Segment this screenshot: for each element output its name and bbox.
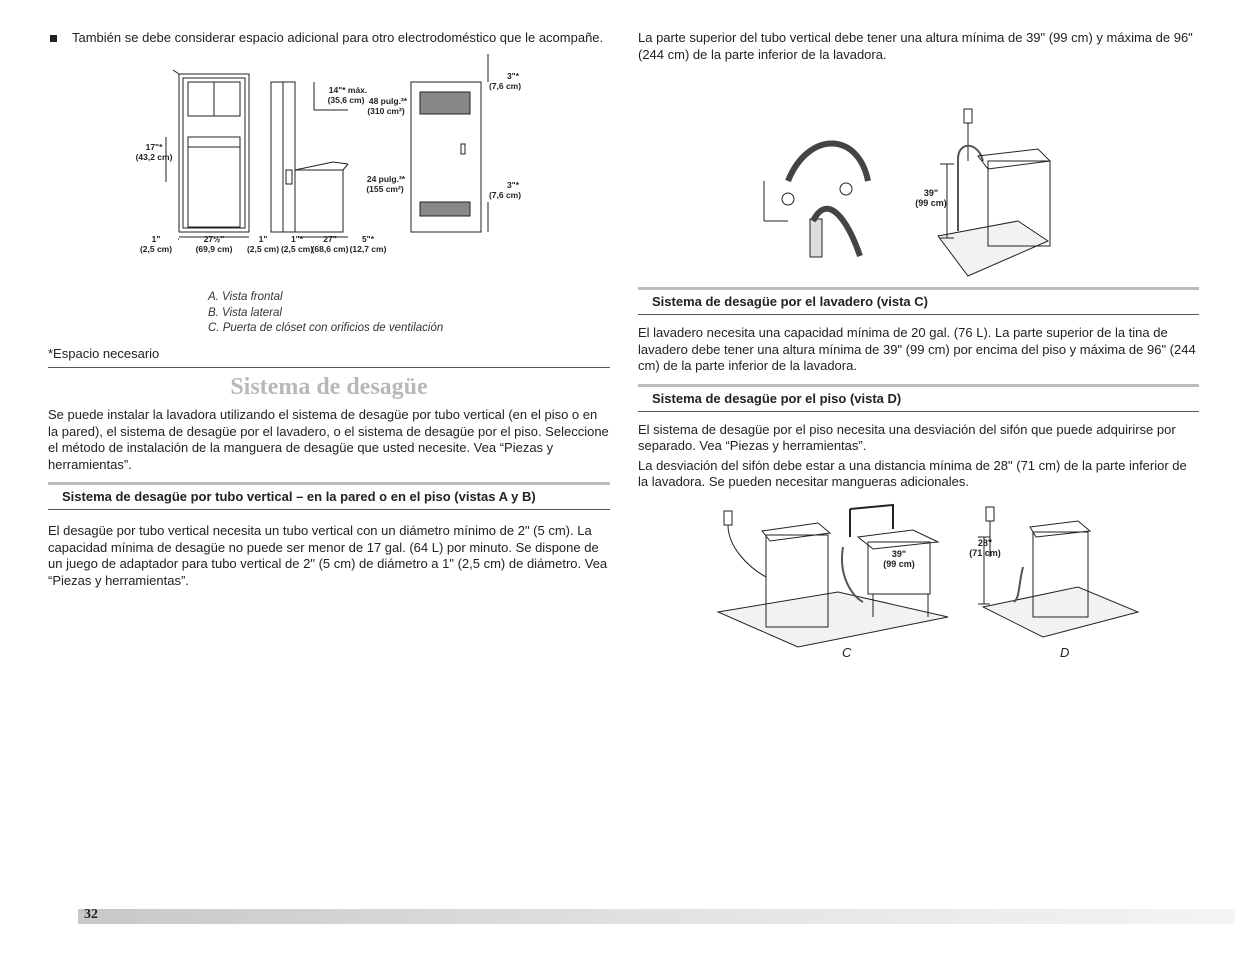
fig3-dim-28: 28": [977, 537, 993, 548]
right-column: [638, 30, 1199, 672]
subhead-standpipe-text: Sistema de desagüe por tubo vertical – en la pared o en el piso (vistas A y B): [62, 489, 536, 504]
dim-1b: 1": [258, 234, 268, 244]
left-column: [48, 30, 610, 589]
dim-24-cm: (155 cm²): [366, 184, 404, 194]
bullet-square-icon: [50, 35, 57, 42]
dim-1a-cm: (2,5 cm): [139, 244, 173, 254]
floor-drain-diagram: [638, 497, 1199, 672]
dim-14: 14"* máx.: [328, 85, 368, 95]
clearance-diagram: [48, 52, 610, 257]
floor-drain-paragraph-1: El sistema de desagüe por el piso necesita una desviación del sifón que puede adquirirse por separado. Vea “Piezas y herramientas”.: [638, 421, 1176, 453]
dim-14-cm: (35,6 cm): [327, 95, 365, 105]
dim-27-5-cm: (69,9 cm): [195, 244, 233, 254]
dim-1b-cm: (2,5 cm): [246, 244, 280, 254]
dim-27: 27": [323, 234, 337, 244]
footnote: *Espacio necesario: [48, 345, 160, 361]
fig3-dim-28-cm: (71 cm): [969, 547, 1001, 558]
subhead-standpipe: [48, 482, 610, 510]
dim-24: 24 pulg.²*: [366, 174, 406, 184]
subhead-laundry-tub: [638, 287, 1199, 315]
dim-48: 48 pulg.²*: [368, 96, 408, 106]
dim-17-cm: (43,2 cm): [135, 152, 173, 162]
dim-1c-cm: (2,5 cm): [280, 244, 314, 254]
laundry-tub-paragraph: El lavadero necesita una capacidad mínima de 20 gal. (76 L). La parte superior de la tina de lavadero debe tener una altura mínima de 39" (99 cm) por encima del piso y máxima de 96" (244 cm) de la parte inferior de la lavadora.: [638, 325, 1196, 373]
dim-27-5: 27½": [203, 234, 225, 244]
standpipe-paragraph: El desagüe por tubo vertical necesita un tubo vertical con un diámetro mínimo de 2" (5 cm). La capacidad mínima de desagüe no puede ser menor de 17 gal. (64 L) por minuto. Se dispone de un juego de adaptador para tubo vertical de 2" (5 cm) de diámetro a 1" (2,5 cm) de diámetro. Vea “Piezas y herramientas”.: [48, 523, 608, 588]
intro-paragraph: Se puede instalar la lavadora utilizando el sistema de desagüe por tubo vertical (en el piso o en la pared), el sistema de desagüe por el lavadero, o el sistema de desagüe por el piso. Seleccione el método de instalación de la manguera de desagüe que usted necesite. Vea “Piezas y herramientas”.: [48, 407, 609, 472]
footer-bar: [78, 909, 1235, 924]
subhead-laundry-tub-text: Sistema de desagüe por el lavadero (vista C): [652, 294, 928, 309]
caption-b: B. Vista lateral: [208, 306, 282, 319]
subhead-floor-drain: [638, 384, 1199, 412]
dim-3a: 3"*: [506, 71, 520, 81]
fig2-dim-39-cm: (99 cm): [915, 198, 947, 208]
caption-c: C. Puerta de clóset con orificios de ventilación: [208, 322, 444, 334]
floor-drain-paragraph-2: La desviación del sifón debe estar a una distancia mínima de 28" (71 cm) de la parte inferior de la lavadora. Se pueden necesitar mangueras adicionales.: [638, 457, 1187, 489]
fig3-label-d: D: [1060, 644, 1070, 660]
top-paragraph: La parte superior del tubo vertical debe tener una altura mínima de 39" (99 cm) y máxima de 96" (244 cm) de la parte inferior de la lavadora.: [638, 30, 1193, 62]
divider: [48, 367, 610, 368]
bullet-item: [48, 30, 610, 46]
dim-48-cm: (310 cm²): [367, 106, 405, 116]
dim-17: 17"*: [145, 142, 163, 152]
dim-1c: 1"*: [290, 234, 304, 244]
dim-5: 5"*: [361, 234, 375, 244]
fig3-dim-39: 39": [891, 548, 907, 559]
standpipe-diagram: [638, 71, 1199, 281]
figure-captions: [208, 290, 610, 337]
dim-27-cm: (68,6 cm): [311, 244, 349, 254]
dim-3b: 3"*: [506, 180, 520, 190]
caption-a: A. Vista frontal: [208, 291, 283, 303]
section-title: Sistema de desagüe: [230, 374, 428, 400]
dim-1a: 1": [151, 234, 161, 244]
dim-3b-cm: (7,6 cm): [488, 190, 522, 200]
subhead-floor-drain-text: Sistema de desagüe por el piso (vista D): [652, 390, 902, 406]
page-number: 32: [84, 907, 98, 922]
dim-5-cm: (12,7 cm): [349, 244, 387, 254]
fig3-label-c: C: [842, 644, 852, 660]
dim-3a-cm: (7,6 cm): [488, 81, 522, 91]
bullet-text: También se debe considerar espacio adicional para otro electrodoméstico que le acompañe.: [72, 30, 604, 45]
fig3-dim-39-cm: (99 cm): [883, 558, 915, 569]
fig2-dim-39: 39": [923, 188, 939, 198]
